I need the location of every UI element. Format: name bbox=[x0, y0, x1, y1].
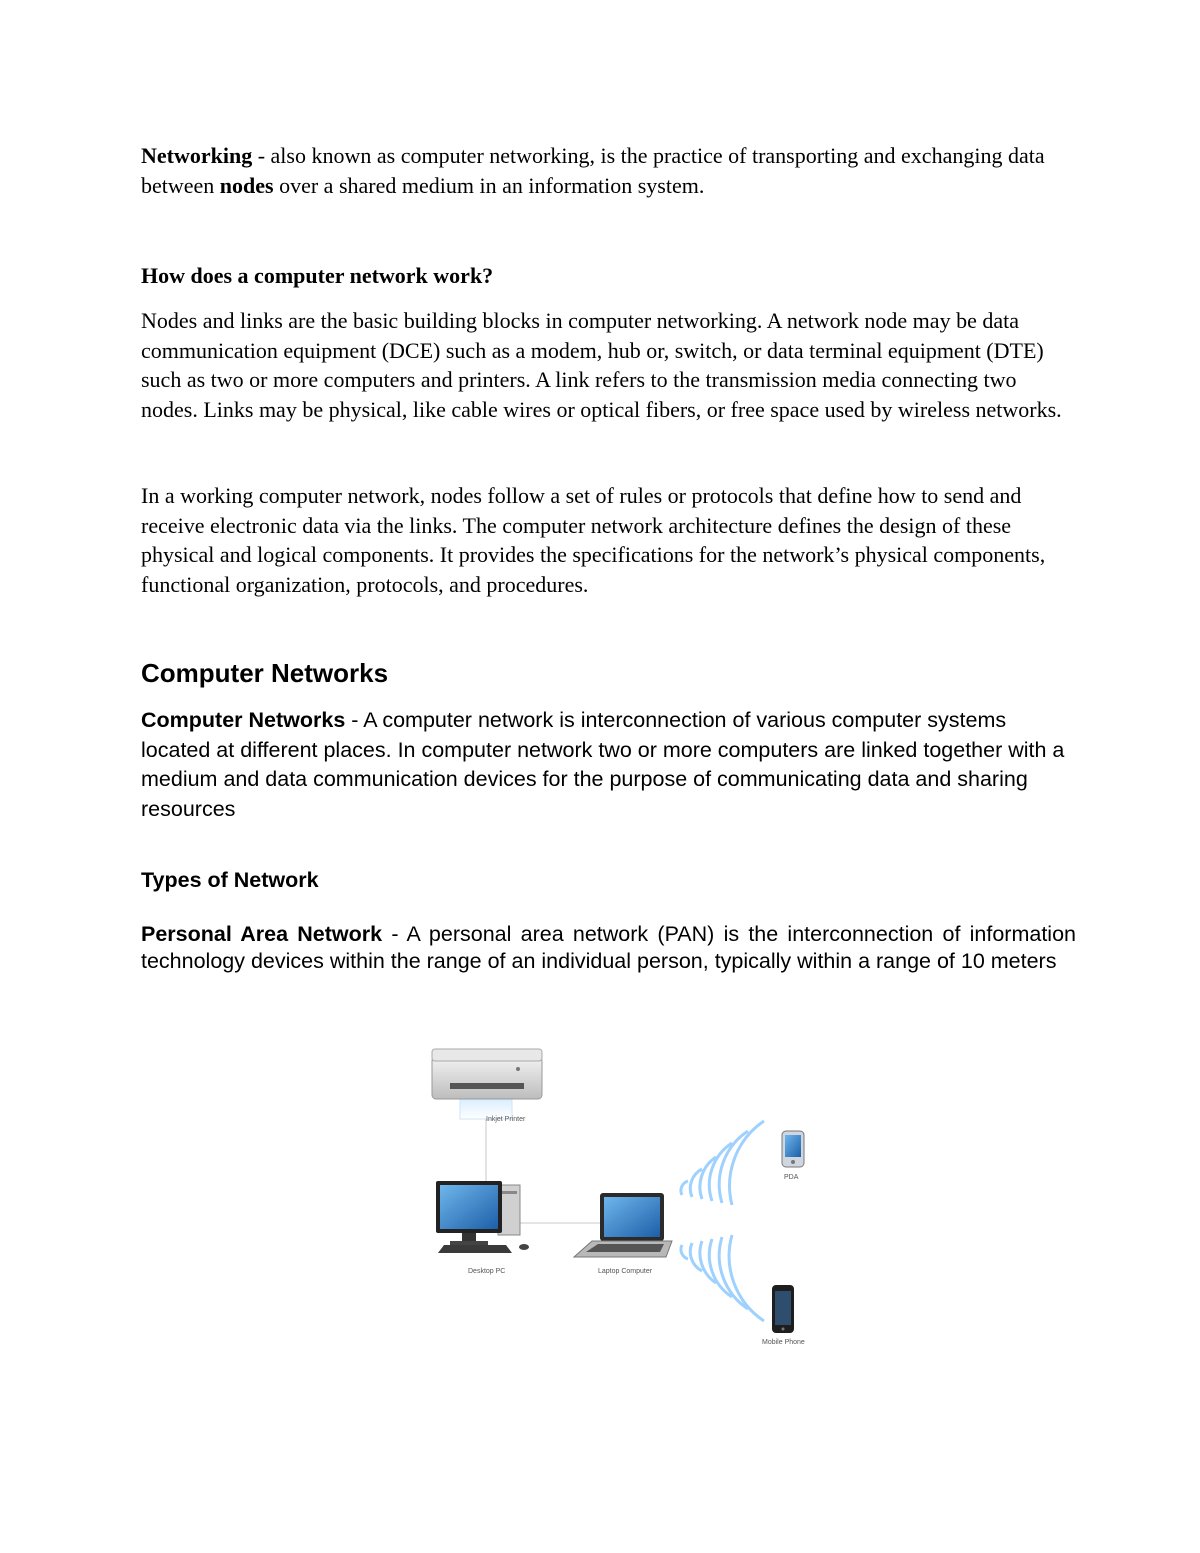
mobile-phone-icon bbox=[772, 1285, 794, 1333]
pan-diagram bbox=[420, 1035, 840, 1355]
pda-label: PDA bbox=[784, 1174, 799, 1181]
computer-networks-text: - A computer network is interconnection of various computer systems located at different places. In computer network two or more computers are linked together with a medium and data communication devices for the purpose of communicating data and sharing resources bbox=[141, 708, 1065, 821]
networking-definition bbox=[141, 141, 1076, 200]
desktop-label: Desktop PC bbox=[468, 1268, 506, 1275]
computer-networks-term: Computer Networks bbox=[141, 708, 346, 732]
wireless-signal-icon bbox=[681, 1121, 764, 1205]
pan-definition bbox=[141, 921, 1076, 975]
nodes-term: nodes bbox=[219, 172, 274, 198]
laptop-label: Laptop Computer bbox=[598, 1268, 653, 1275]
pan-text: - A personal area network (PAN) is the interconnection of information technology devices within the range of an individual person, typically within a range of 10 meters bbox=[141, 922, 1076, 973]
laptop-icon bbox=[574, 1193, 672, 1257]
pan-term: Personal Area Network bbox=[141, 922, 383, 946]
networking-text-a: - also known as computer networking, is the practice of transporting and exchanging data between bbox=[141, 143, 1045, 198]
phone-label: Mobile Phone bbox=[762, 1339, 805, 1346]
desktop-pc-icon bbox=[436, 1181, 529, 1253]
wireless-signal-icon-lower bbox=[681, 1235, 764, 1321]
printer-label: Inkjet Printer bbox=[486, 1116, 526, 1123]
networking-text-b: over a shared medium in an information system. bbox=[273, 172, 705, 198]
types-heading: Types of Network bbox=[141, 868, 319, 892]
computer-networks-definition bbox=[141, 706, 1076, 824]
networking-term: Networking bbox=[141, 143, 253, 168]
how-heading: How does a computer network work? bbox=[141, 263, 494, 288]
computer-networks-heading: Computer Networks bbox=[141, 658, 389, 688]
working-network-paragraph: In a working computer network, nodes follow a set of rules or protocols that define how to send and receive electronic data via the links. The computer network architecture defines the design of these physical and logical components. It provides the specifications for the network’s physical components, functional organization, protocols, and procedures. bbox=[141, 483, 1046, 597]
nodes-links-paragraph: Nodes and links are the basic building blocks in computer networking. A network node may be data communication equipment (DCE) such as a modem, hub or, switch, or data terminal equipment (DTE) such as two or more computers and printers. A link refers to the transmission media connecting two nodes. Links may be physical, like cable wires or optical fibers, or free space used by wireless networks. bbox=[141, 308, 1062, 422]
printer-icon bbox=[432, 1049, 542, 1119]
pda-icon bbox=[782, 1131, 804, 1167]
